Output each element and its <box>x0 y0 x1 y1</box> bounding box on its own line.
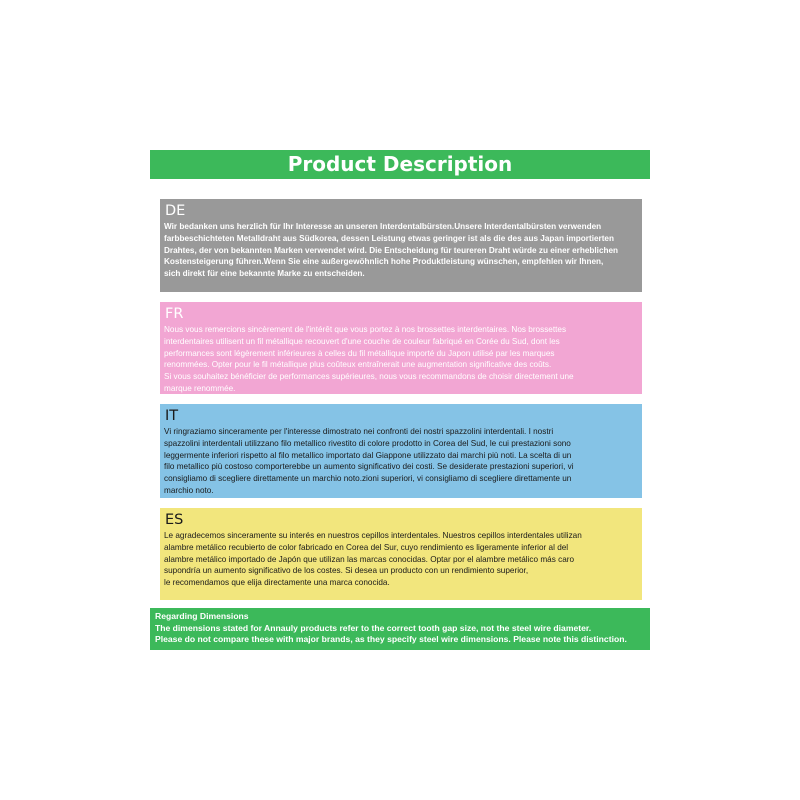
section-es-text: Le agradecemos sinceramente su interés en nuestros cepillos interdentales. Nuestros cepillos interdentales utilizan alambre metálico recubierto de color fabricado en Corea del Sur, cuyo rendimiento es ligeramente inferior al del alambre metálico importado de Japón que utilizan las marcas conocidas. Optar por el alambre metálico más caro supondría un aumento significativo de los costes. Si desea un producto con un rendimiento superior, le recomendamos que elija directamente una marca conocida. <box>164 531 582 588</box>
dimensions-note-line-1: The dimensions stated for Annauly products refer to the correct tooth gap size, not the steel wire diameter. <box>155 622 592 633</box>
section-de-code: DE <box>165 203 186 219</box>
dimensions-note-title: Regarding Dimensions <box>155 611 249 621</box>
product-description-title: Product Description <box>150 150 650 179</box>
section-fr <box>160 302 642 394</box>
section-es <box>160 508 642 600</box>
section-de <box>160 199 642 292</box>
dimensions-note-line-2: Please do not compare these with major brands, as they specify steel wire dimensions. Please note this distinction. <box>155 634 627 644</box>
section-es-code: ES <box>165 512 184 528</box>
section-fr-code: FR <box>165 306 184 322</box>
section-it-text: Vi ringraziamo sinceramente per l'interesse dimostrato nei confronti dei nostri spazzolini interdentali. I nostri spazzolini interdentali utilizzano filo metallico rivestito di colore prodotto in Corea del Sud, le cui prestazioni sono leggermente inferiori rispetto al filo metallico importato dal Giappone utilizzato dai marchi più noti. La scelta di un filo metallico più costoso comporterebbe un aumento significativo dei costi. Se desiderate prestazioni superiori, vi consigliamo di scegliere direttamente un marchio noto.zioni superiori, vi consigliamo di scegliere direttamente un marchio noto. <box>164 427 574 495</box>
section-it-code: IT <box>165 408 179 424</box>
dimensions-note <box>150 608 650 650</box>
section-de-text: Wir bedanken uns herzlich für Ihr Interesse an unseren Interdentalbürsten.Unsere Interdentalbürsten verwenden farbbeschichteten Metalldraht aus Südkorea, dessen Leistung etwas geringer ist als die des aus Japan importierten Drahtes, der von bekannten Marken verwendet wird. Die Entscheidung für teureren Draht würde zu einer erheblichen Kostensteigerung führen.Wenn Sie eine außergewöhnlich hohe Produktleistung wünschen, empfehlen wir Ihnen, sich direkt für eine bekannte Marke zu entscheiden. <box>164 222 619 279</box>
section-it <box>160 404 642 498</box>
section-fr-text: Nous vous remercions sincèrement de l'intérêt que vous portez à nos brossettes interdentaires. Nos brossettes interdentaires utilisent un fil métallique recouvert d'une couche de couleur fabriqué en Corée du Sud, dont les performances sont légèrement inférieures à celles du fil métallique importé du Japon utilisé par les marques renommées. Opter pour le fil métallique plus coûteux entraînerait une augmentation significative des coûts. Si vous souhaitez bénéficier de performances supérieures, nous vous recommandons de choisir directement une marque renommée. <box>164 325 574 393</box>
